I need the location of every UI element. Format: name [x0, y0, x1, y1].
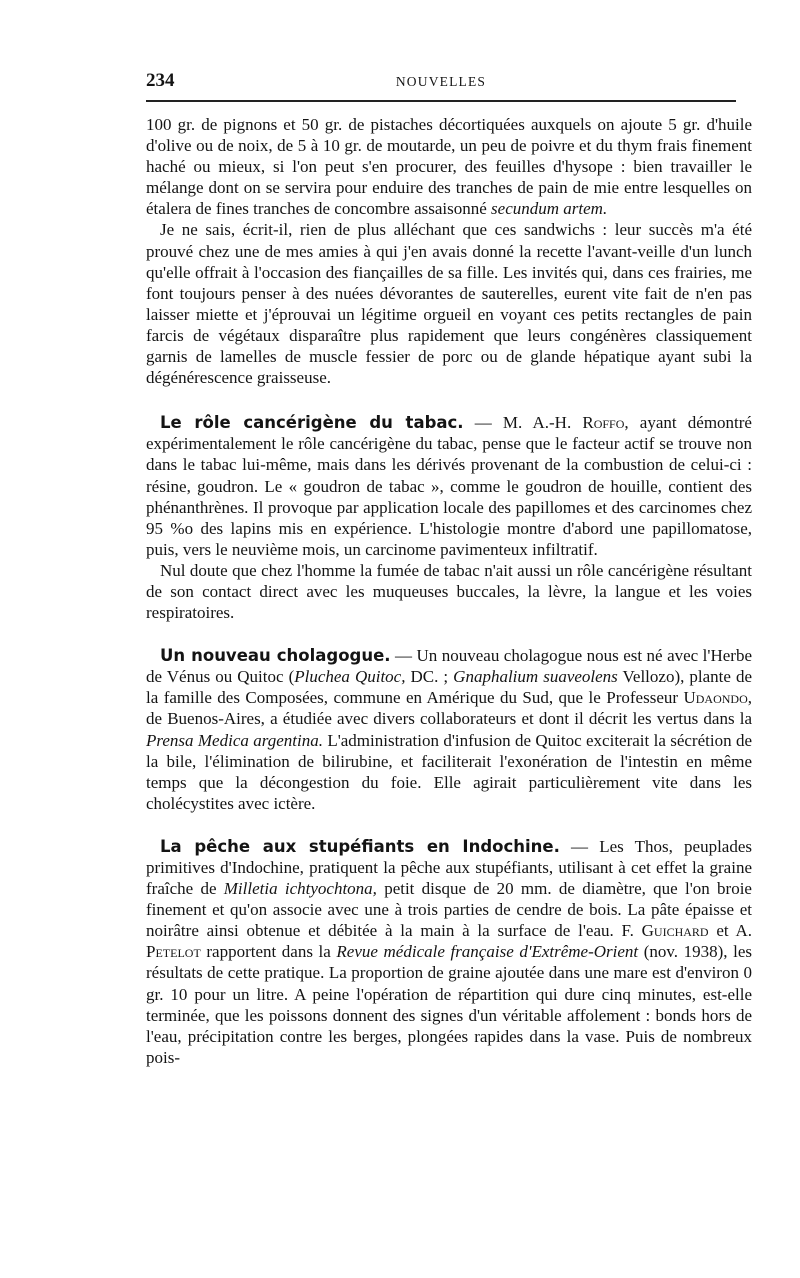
tabac-title: Le rôle cancérigène du tabac. [160, 413, 464, 433]
body-text [146, 114, 752, 1068]
continuation-paragraph-1: 100 gr. de pignons et 50 gr. de pistaches décortiquées auxquels on ajoute 5 gr. d'huile d'olive ou de noix, de 5 à 10 gr. de moutarde, un peu de poivre et du thym frais finement haché ou mieux, si l'on peut s'en procurer, des feuilles d'hysope : bien travailler le mélange dont on se servira pour enduire des tranches de pain de mie entre lesquelles on étalera de fines tranches de concombre assaisonné secundum artem. [146, 115, 752, 219]
continuation-paragraph-2: Je ne sais, écrit-il, rien de plus alléchant que ces sandwichs : leur succès m'a été prouvé chez une de mes amies à qui j'en avais donné la recette l'avant-veille d'un lunch qu'elle offrait à l'occasion des fiançailles de sa fille. Les invités qui, dans ces frairies, me font toujours penser à des nuées dévorantes de sauterelles, eurent vite fait de n'en pas laisser miette et j'éprouvai un légitime orgueil en voyant ces petits rectangles de pain farcis de végétaux disparaître plus rapidement que leurs congénères classiquement garnis de lamelles de muscle fessier de porc ou de glande hépatique ayant subi la dégénérescence graisseuse. [146, 220, 752, 388]
author-roffo: Roffo [582, 413, 625, 433]
running-title: NOUVELLES [395, 74, 487, 89]
cholagogue-section [146, 645, 752, 814]
cholagogue-title: Un nouveau cholagogue. [160, 646, 391, 666]
page-number: 234 [146, 70, 175, 91]
page-header [146, 70, 736, 96]
tabac-paragraph-2: Nul doute que chez l'homme la fumée de tabac n'ait aussi un rôle cancérigène résultant de son contact direct avec les muqueuses buccales, la lèvre, la langue et les voies respiratoires. [146, 560, 752, 623]
peche-paragraph: La pêche aux stupéfiants en Indochine. — Les Thos, peuplades primitives d'Indochine, pratiquent la pêche aux stupéfiants, utilisant à cet effet la graine fraîche de Milletia ichtyochtona, petit disque de 20 mm. de diamètre, que l'on broie finement et qu'on associe avec une à trois parties de cendre de bois. La pâte épaisse et noirâtre ainsi obtenue et débitée à la main à la surface de l'eau. F. Guichard et A. Petelot rapportent dans la Revue médicale française d'Extrême-Orient (nov. 1938), les résultats de cette pratique. La proportion de graine ajoutée dans une mare est d'environ 0 gr. 10 pour un litre. A peine l'opération de répartition qui dure cinq minutes, est-elle terminée, que les poissons donnent des signes d'un véritable affolement : bonds hors de l'eau, précipitation contre les berges, plongées rapides dans la vase. Puis de nombreux pois- [146, 836, 753, 1067]
continuation-section [146, 114, 752, 388]
author-petelot: Petelot [146, 942, 201, 962]
cholagogue-paragraph: Un nouveau cholagogue. — Un nouveau cholagogue nous est né avec l'Herbe de Vénus ou Quitoc (Pluchea Quitoc, DC. ; Gnaphalium suaveolens Vellozo), plante de la famille des Composées, commune en Amérique du Sud, que le Professeur Udaondo, de Buenos-Aires, a étudiée avec divers collaborateurs et dont il décrit les vertus dans la Prensa Medica argentina. L'administration d'infusion de Quitoc exciterait la sécrétion de la bile, l'élimination de bilirubine, et faciliterait l'exonération de l'intestin en même temps que la décongestion du foie. Elle agirait particulièrement vite dans les cholécystites avec ictère. [146, 646, 753, 813]
header-rule [146, 100, 736, 102]
tabac-paragraph-1: Le rôle cancérigène du tabac. — M. A.-H. Roffo, ayant démontré expérimentalement le rôle cancérigène du tabac, pense que le facteur actif se trouve non dans le tabac lui-même, mais dans les dérivés provenant de la combustion de celui-ci : résine, goudron. Le « goudron de tabac », comme le goudron de houille, contient des phénanthrènes. Il provoque par application locale des papillomes et des carcinomes chez 95 %o des lapins mis en expérience. L'histologie montre d'abord une papillomatose, puis, vers le neuvième mois, un carcinome pavimenteux infiltratif. [146, 413, 752, 559]
peche-title: La pêche aux stupéfiants en Indochine. [160, 836, 560, 856]
tabac-section [146, 412, 752, 623]
peche-section [146, 836, 752, 1068]
author-udaondo: Udaondo [683, 688, 748, 708]
author-guichard: Guichard [641, 921, 709, 941]
